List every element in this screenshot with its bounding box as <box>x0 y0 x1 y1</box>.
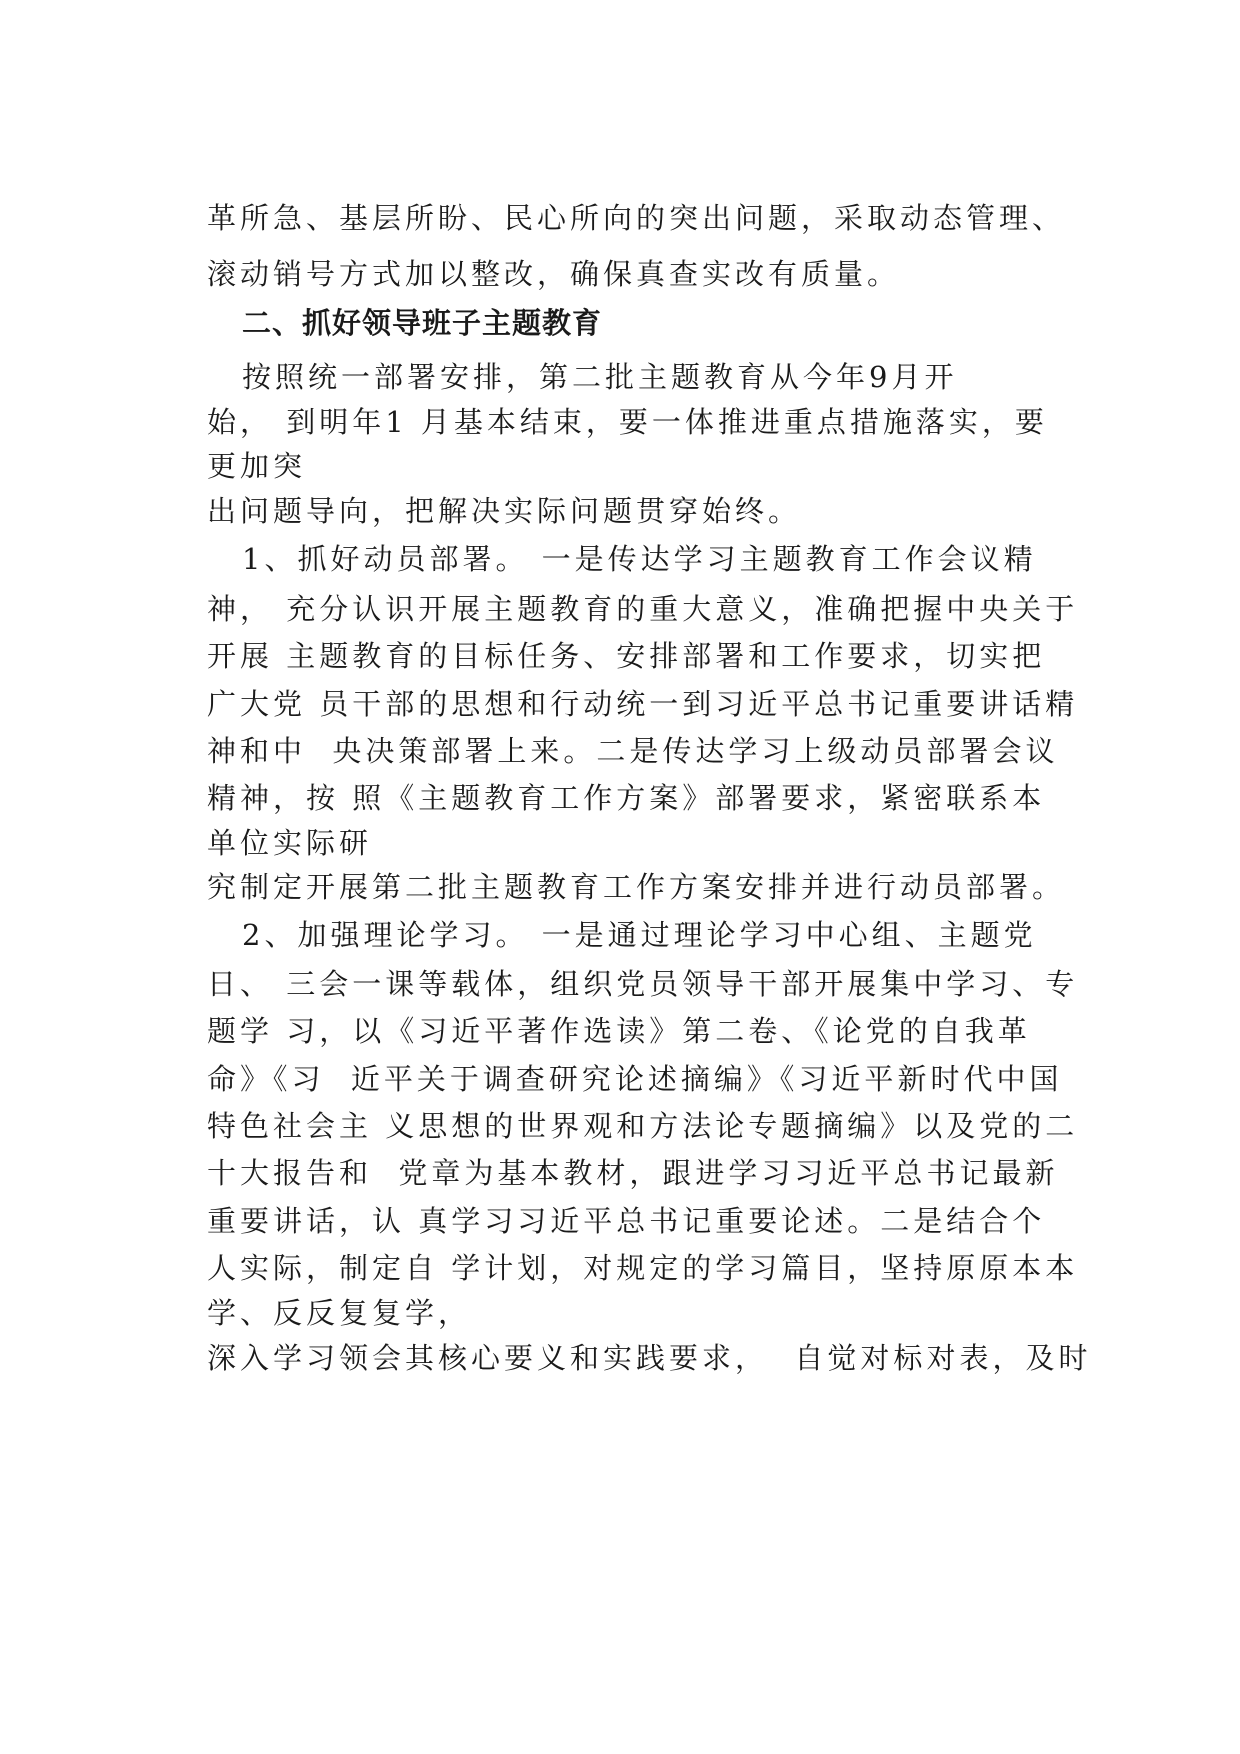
body-text-line: 题学 习，以《习近平著作选读》第二卷、《论党的自我革 <box>207 1014 1031 1048</box>
body-text-line: 开展 主题教育的目标任务、安排部署和工作要求，切实把 <box>207 639 1046 673</box>
body-text-line: 人实际，制定自 学计划，对规定的学习篇目，坚持原原本本 <box>207 1251 1079 1285</box>
body-text-line: 神和中 央决策部署上来。二是传达学习上级动员部署会议 <box>207 734 1059 768</box>
body-text-line: 十大报告和 党章为基本教材，跟进学习习近平总书记最新 <box>207 1156 1059 1190</box>
body-text-line: 精神，按 照《主题教育工作方案》部署要求，紧密联系本 <box>207 781 1046 815</box>
body-text-line: 日、 三会一课等载体，组织党员领导干部开展集中学习、专 <box>207 967 1079 1001</box>
body-text-line: 按照统一部署安排，第二批主题教育从今年9月开 <box>242 360 958 394</box>
body-text-line: 更加突 <box>207 449 307 483</box>
body-text-line: 特色社会主 义思想的世界观和方法论专题摘编》以及党的二 <box>207 1109 1079 1143</box>
body-text-line: 学、反反复复学， <box>207 1296 472 1330</box>
body-text-line: 1、抓好动员部署。 一是传达学习主题教育工作会议精 <box>242 542 1037 576</box>
body-text-line: 神， 充分认识开展主题教育的重大意义，准确把握中央关于 <box>207 592 1079 626</box>
body-text-line: 单位实际研 <box>207 826 373 860</box>
body-text-line: 滚动销号方式加以整改，确保真查实改有质量。 <box>207 257 901 291</box>
body-text-line: 2、加强理论学习。 一是通过理论学习中心组、主题党 <box>242 918 1037 952</box>
body-text-line: 革所急、基层所盼、民心所向的突出问题，采取动态管理、 <box>207 201 1066 235</box>
body-text-line: 深入学习领会其核心要义和实践要求， 自觉对标对表，及时 <box>207 1341 1092 1375</box>
body-text-line: 广大党 员干部的思想和行动统一到习近平总书记重要讲话精 <box>207 687 1079 721</box>
body-text-line: 始， 到明年1 月基本结束，要一体推进重点措施落实，要 <box>207 405 1048 439</box>
body-text-line: 究制定开展第二批主题教育工作方案安排并进行动员部署。 <box>207 870 1066 904</box>
section-heading: 二、抓好领导班子主题教育 <box>242 306 603 340</box>
body-text-line: 重要讲话，认 真学习习近平总书记重要论述。二是结合个 <box>207 1204 1046 1238</box>
body-text-line: 出问题导向，把解决实际问题贯穿始终。 <box>207 494 802 528</box>
body-text-line: 命》《习 近平关于调查研究论述摘编》《习近平新时代中国 <box>207 1062 1063 1096</box>
